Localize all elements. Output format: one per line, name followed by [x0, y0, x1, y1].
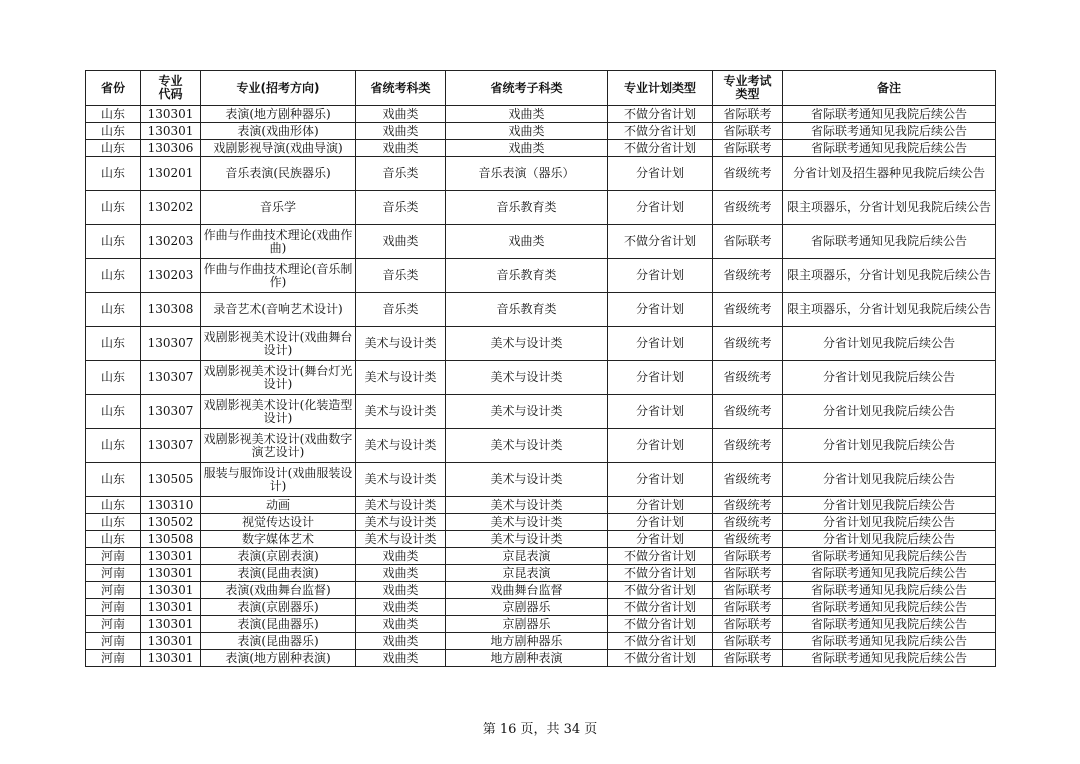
cell-plan-type: 分省计划	[608, 327, 713, 361]
cell-province: 山东	[86, 361, 141, 395]
table-row	[86, 123, 996, 140]
cell-exam-category: 美术与设计类	[356, 327, 446, 361]
cell-plan-type: 分省计划	[608, 429, 713, 463]
cell-exam-subcategory: 美术与设计类	[446, 497, 608, 514]
cell-exam-category: 戏曲类	[356, 548, 446, 565]
cell-province: 河南	[86, 616, 141, 633]
cell-major: 数字媒体艺术	[201, 531, 356, 548]
cell-province: 河南	[86, 582, 141, 599]
table-row	[86, 565, 996, 582]
cell-major: 戏剧影视美术设计(戏曲数字演艺设计)	[201, 429, 356, 463]
cell-exam-subcategory: 戏曲类	[446, 123, 608, 140]
header-exam-type	[713, 71, 783, 106]
cell-exam-subcategory: 音乐表演（器乐）	[446, 157, 608, 191]
table-row	[86, 361, 996, 395]
cell-plan-type: 分省计划	[608, 463, 713, 497]
cell-plan-type: 不做分省计划	[608, 633, 713, 650]
cell-exam-category: 音乐类	[356, 191, 446, 225]
table-row	[86, 650, 996, 667]
cell-major-code: 130308	[141, 293, 201, 327]
cell-exam-category: 戏曲类	[356, 106, 446, 123]
cell-exam-subcategory: 京剧器乐	[446, 599, 608, 616]
cell-exam-type: 省级统考	[713, 361, 783, 395]
cell-exam-subcategory: 美术与设计类	[446, 327, 608, 361]
cell-major-code: 130301	[141, 106, 201, 123]
cell-remarks: 分省计划见我院后续公告	[783, 429, 996, 463]
cell-exam-subcategory: 戏曲类	[446, 225, 608, 259]
cell-province: 山东	[86, 395, 141, 429]
cell-exam-subcategory: 美术与设计类	[446, 395, 608, 429]
cell-exam-category: 美术与设计类	[356, 361, 446, 395]
cell-major: 表演(昆曲表演)	[201, 565, 356, 582]
cell-province: 山东	[86, 531, 141, 548]
cell-province: 山东	[86, 293, 141, 327]
cell-province: 山东	[86, 259, 141, 293]
cell-exam-category: 戏曲类	[356, 565, 446, 582]
cell-exam-category: 美术与设计类	[356, 463, 446, 497]
header-exam-category: 省统考科类	[356, 71, 446, 106]
cell-plan-type: 不做分省计划	[608, 565, 713, 582]
cell-remarks: 省际联考通知见我院后续公告	[783, 123, 996, 140]
cell-major-code: 130310	[141, 497, 201, 514]
cell-exam-type: 省级统考	[713, 531, 783, 548]
cell-major: 表演(地方剧种器乐)	[201, 106, 356, 123]
cell-exam-type: 省际联考	[713, 225, 783, 259]
header-major-code	[141, 71, 201, 106]
cell-major-code: 130307	[141, 327, 201, 361]
page-number: 第 16 页，共 34 页	[482, 722, 598, 737]
cell-province: 河南	[86, 565, 141, 582]
cell-exam-type: 省际联考	[713, 548, 783, 565]
table-row	[86, 616, 996, 633]
cell-exam-category: 美术与设计类	[356, 429, 446, 463]
cell-exam-type: 省级统考	[713, 429, 783, 463]
cell-major: 表演(京剧器乐)	[201, 599, 356, 616]
cell-province: 山东	[86, 106, 141, 123]
cell-exam-type: 省际联考	[713, 140, 783, 157]
cell-major: 表演(京剧表演)	[201, 548, 356, 565]
cell-exam-type: 省级统考	[713, 191, 783, 225]
cell-exam-type: 省级统考	[713, 327, 783, 361]
cell-exam-type: 省际联考	[713, 123, 783, 140]
cell-major-code: 130301	[141, 565, 201, 582]
cell-exam-type: 省级统考	[713, 395, 783, 429]
table-row	[86, 327, 996, 361]
cell-plan-type: 不做分省计划	[608, 616, 713, 633]
cell-major-code: 130301	[141, 633, 201, 650]
cell-major: 视觉传达设计	[201, 514, 356, 531]
table-row	[86, 599, 996, 616]
cell-exam-subcategory: 音乐教育类	[446, 293, 608, 327]
cell-exam-subcategory: 京昆表演	[446, 565, 608, 582]
header-plan-type: 专业计划类型	[608, 71, 713, 106]
cell-exam-type: 省际联考	[713, 633, 783, 650]
cell-remarks: 省际联考通知见我院后续公告	[783, 225, 996, 259]
cell-remarks: 省际联考通知见我院后续公告	[783, 582, 996, 599]
cell-province: 河南	[86, 650, 141, 667]
header-major: 专业(招考方向)	[201, 71, 356, 106]
cell-exam-type: 省级统考	[713, 293, 783, 327]
cell-exam-subcategory: 戏曲类	[446, 140, 608, 157]
cell-exam-category: 戏曲类	[356, 599, 446, 616]
cell-major: 表演(戏曲形体)	[201, 123, 356, 140]
cell-major-code: 130202	[141, 191, 201, 225]
cell-remarks: 省际联考通知见我院后续公告	[783, 140, 996, 157]
cell-remarks: 省际联考通知见我院后续公告	[783, 633, 996, 650]
cell-major: 作曲与作曲技术理论(戏曲作曲)	[201, 225, 356, 259]
cell-plan-type: 不做分省计划	[608, 225, 713, 259]
cell-major-code: 130307	[141, 429, 201, 463]
table-row	[86, 106, 996, 123]
cell-plan-type: 分省计划	[608, 191, 713, 225]
cell-remarks: 限主项器乐，分省计划见我院后续公告	[783, 293, 996, 327]
cell-exam-subcategory: 美术与设计类	[446, 361, 608, 395]
cell-plan-type: 分省计划	[608, 157, 713, 191]
cell-exam-type: 省级统考	[713, 514, 783, 531]
table-row	[86, 548, 996, 565]
cell-major-code: 130301	[141, 582, 201, 599]
cell-exam-subcategory: 戏曲类	[446, 106, 608, 123]
cell-exam-category: 音乐类	[356, 157, 446, 191]
cell-major: 录音艺术(音响艺术设计)	[201, 293, 356, 327]
cell-major-code: 130505	[141, 463, 201, 497]
cell-major-code: 130307	[141, 395, 201, 429]
cell-major-code: 130301	[141, 123, 201, 140]
cell-remarks: 省际联考通知见我院后续公告	[783, 599, 996, 616]
cell-province: 山东	[86, 225, 141, 259]
cell-exam-type: 省际联考	[713, 650, 783, 667]
cell-remarks: 分省计划见我院后续公告	[783, 395, 996, 429]
cell-remarks: 分省计划见我院后续公告	[783, 463, 996, 497]
admissions-table	[85, 70, 996, 667]
cell-province: 山东	[86, 140, 141, 157]
cell-exam-type: 省级统考	[713, 463, 783, 497]
cell-major-code: 130201	[141, 157, 201, 191]
cell-plan-type: 不做分省计划	[608, 106, 713, 123]
cell-remarks: 省际联考通知见我院后续公告	[783, 650, 996, 667]
table-row	[86, 429, 996, 463]
header-exam-type-text: 专业考试 类型	[723, 74, 772, 101]
cell-exam-category: 戏曲类	[356, 582, 446, 599]
cell-exam-subcategory: 戏曲舞台监督	[446, 582, 608, 599]
table-row	[86, 293, 996, 327]
table-row	[86, 259, 996, 293]
cell-exam-subcategory: 美术与设计类	[446, 514, 608, 531]
cell-major-code: 130203	[141, 225, 201, 259]
cell-major-code: 130301	[141, 616, 201, 633]
cell-exam-type: 省级统考	[713, 497, 783, 514]
cell-exam-subcategory: 美术与设计类	[446, 531, 608, 548]
cell-major: 戏剧影视美术设计(戏曲舞台设计)	[201, 327, 356, 361]
cell-province: 山东	[86, 327, 141, 361]
cell-major-code: 130301	[141, 599, 201, 616]
cell-major-code: 130502	[141, 514, 201, 531]
cell-major-code: 130301	[141, 548, 201, 565]
table-row	[86, 633, 996, 650]
cell-exam-subcategory: 京昆表演	[446, 548, 608, 565]
cell-exam-category: 戏曲类	[356, 616, 446, 633]
table-row	[86, 582, 996, 599]
cell-exam-subcategory: 地方剧种器乐	[446, 633, 608, 650]
cell-major: 服装与服饰设计(戏曲服装设计)	[201, 463, 356, 497]
table-row	[86, 531, 996, 548]
cell-plan-type: 不做分省计划	[608, 650, 713, 667]
cell-remarks: 省际联考通知见我院后续公告	[783, 106, 996, 123]
cell-exam-type: 省际联考	[713, 565, 783, 582]
table-row	[86, 225, 996, 259]
cell-major-code: 130301	[141, 650, 201, 667]
cell-province: 山东	[86, 497, 141, 514]
cell-major: 戏剧影视美术设计(舞台灯光设计)	[201, 361, 356, 395]
table-row	[86, 395, 996, 429]
cell-major: 音乐表演(民族器乐)	[201, 157, 356, 191]
cell-major: 表演(地方剧种表演)	[201, 650, 356, 667]
cell-exam-subcategory: 音乐教育类	[446, 259, 608, 293]
cell-exam-type: 省际联考	[713, 616, 783, 633]
cell-province: 山东	[86, 191, 141, 225]
cell-remarks: 分省计划见我院后续公告	[783, 531, 996, 548]
cell-exam-subcategory: 美术与设计类	[446, 429, 608, 463]
cell-province: 山东	[86, 463, 141, 497]
cell-major: 表演(昆曲器乐)	[201, 616, 356, 633]
cell-exam-category: 美术与设计类	[356, 514, 446, 531]
cell-plan-type: 不做分省计划	[608, 123, 713, 140]
table-row	[86, 140, 996, 157]
cell-major: 戏剧影视导演(戏曲导演)	[201, 140, 356, 157]
cell-exam-category: 美术与设计类	[356, 497, 446, 514]
table-row	[86, 497, 996, 514]
cell-remarks: 省际联考通知见我院后续公告	[783, 616, 996, 633]
cell-remarks: 分省计划见我院后续公告	[783, 327, 996, 361]
cell-major: 表演(昆曲器乐)	[201, 633, 356, 650]
cell-plan-type: 分省计划	[608, 531, 713, 548]
header-exam-subcategory: 省统考子科类	[446, 71, 608, 106]
cell-major: 表演(戏曲舞台监督)	[201, 582, 356, 599]
cell-exam-subcategory: 地方剧种表演	[446, 650, 608, 667]
cell-exam-subcategory: 京剧器乐	[446, 616, 608, 633]
cell-remarks: 限主项器乐，分省计划见我院后续公告	[783, 259, 996, 293]
cell-exam-category: 美术与设计类	[356, 395, 446, 429]
cell-province: 山东	[86, 157, 141, 191]
cell-exam-category: 戏曲类	[356, 633, 446, 650]
cell-exam-type: 省级统考	[713, 259, 783, 293]
cell-plan-type: 不做分省计划	[608, 548, 713, 565]
cell-major-code: 130306	[141, 140, 201, 157]
cell-exam-subcategory: 美术与设计类	[446, 463, 608, 497]
cell-plan-type: 不做分省计划	[608, 140, 713, 157]
cell-plan-type: 分省计划	[608, 361, 713, 395]
cell-remarks: 分省计划见我院后续公告	[783, 497, 996, 514]
cell-exam-type: 省际联考	[713, 106, 783, 123]
cell-major: 戏剧影视美术设计(化装造型设计)	[201, 395, 356, 429]
cell-plan-type: 不做分省计划	[608, 582, 713, 599]
cell-exam-category: 音乐类	[356, 293, 446, 327]
header-remarks: 备注	[783, 71, 996, 106]
cell-remarks: 分省计划见我院后续公告	[783, 514, 996, 531]
cell-province: 山东	[86, 429, 141, 463]
cell-major: 作曲与作曲技术理论(音乐制作)	[201, 259, 356, 293]
cell-exam-category: 音乐类	[356, 259, 446, 293]
cell-exam-category: 戏曲类	[356, 650, 446, 667]
cell-plan-type: 分省计划	[608, 497, 713, 514]
cell-remarks: 省际联考通知见我院后续公告	[783, 565, 996, 582]
cell-remarks: 省际联考通知见我院后续公告	[783, 548, 996, 565]
cell-plan-type: 分省计划	[608, 395, 713, 429]
header-row	[86, 71, 996, 106]
cell-remarks: 分省计划及招生器种见我院后续公告	[783, 157, 996, 191]
cell-major-code: 130203	[141, 259, 201, 293]
cell-exam-category: 戏曲类	[356, 140, 446, 157]
cell-remarks: 分省计划见我院后续公告	[783, 361, 996, 395]
cell-plan-type: 不做分省计划	[608, 599, 713, 616]
cell-exam-subcategory: 音乐教育类	[446, 191, 608, 225]
table-row	[86, 191, 996, 225]
header-province: 省份	[86, 71, 141, 106]
cell-plan-type: 分省计划	[608, 293, 713, 327]
cell-exam-category: 戏曲类	[356, 225, 446, 259]
cell-exam-category: 戏曲类	[356, 123, 446, 140]
cell-exam-category: 美术与设计类	[356, 531, 446, 548]
cell-province: 河南	[86, 548, 141, 565]
header-major-code-text: 专业 代码	[158, 74, 183, 101]
cell-province: 河南	[86, 633, 141, 650]
table-row	[86, 463, 996, 497]
table-row	[86, 157, 996, 191]
cell-major: 音乐学	[201, 191, 356, 225]
cell-province: 山东	[86, 514, 141, 531]
cell-plan-type: 分省计划	[608, 514, 713, 531]
table-row	[86, 514, 996, 531]
cell-remarks: 限主项器乐，分省计划见我院后续公告	[783, 191, 996, 225]
cell-major: 动画	[201, 497, 356, 514]
cell-exam-type: 省际联考	[713, 599, 783, 616]
cell-major-code: 130508	[141, 531, 201, 548]
cell-province: 河南	[86, 599, 141, 616]
cell-exam-type: 省级统考	[713, 157, 783, 191]
cell-province: 山东	[86, 123, 141, 140]
cell-exam-type: 省际联考	[713, 582, 783, 599]
cell-plan-type: 分省计划	[608, 259, 713, 293]
cell-major-code: 130307	[141, 361, 201, 395]
